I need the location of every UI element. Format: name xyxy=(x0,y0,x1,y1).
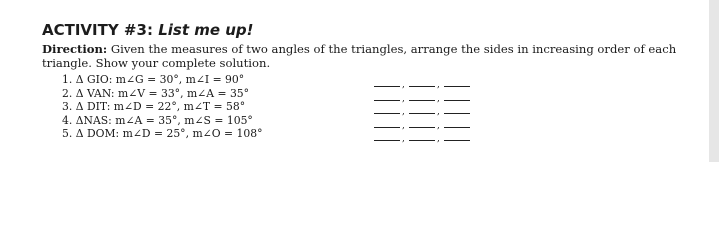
page-edge-shadow xyxy=(709,0,719,162)
answer-row-3 xyxy=(374,106,474,120)
triangle-item-5: 5. Δ DOM: m∠D = 25°, m∠O = 108° xyxy=(62,127,263,140)
comma-separator: , xyxy=(402,134,405,144)
answer-blank[interactable] xyxy=(374,113,400,114)
answer-row-2 xyxy=(374,93,474,107)
comma-separator: , xyxy=(437,134,440,144)
triangle-item-1: 1. Δ GIO: m∠G = 30°, m∠I = 90° xyxy=(62,73,245,86)
answer-blank[interactable] xyxy=(374,100,400,101)
answer-row-4 xyxy=(374,120,474,134)
comma-separator: , xyxy=(402,93,405,104)
activity-title: ACTIVITY #3: xyxy=(42,21,153,39)
comma-separator: , xyxy=(437,120,440,131)
comma-separator: , xyxy=(437,80,440,90)
triangle-item-3: 3. Δ DIT: m∠D = 22°, m∠T = 58° xyxy=(62,100,246,113)
answer-row-5 xyxy=(374,133,474,147)
answer-blank[interactable] xyxy=(374,86,400,87)
comma-separator: , xyxy=(437,93,440,104)
answer-blank[interactable] xyxy=(444,140,470,141)
direction-text: Given the measures of two angles of the triangles, arrange the sides in increasing order of each triangle. Show your complete solution. xyxy=(42,42,677,70)
answer-blank[interactable] xyxy=(444,86,470,87)
answer-blank[interactable] xyxy=(409,140,435,141)
triangle-item-2: 2. Δ VAN: m∠V = 33°, m∠A = 35° xyxy=(62,86,250,100)
triangle-item-4: 4. ΔNAS: m∠A = 35°, m∠S = 105° xyxy=(62,113,253,127)
comma-separator: , xyxy=(402,80,405,90)
answer-blanks xyxy=(374,79,474,147)
answer-blank[interactable] xyxy=(409,100,435,101)
answer-blank[interactable] xyxy=(409,113,435,114)
triangle-list xyxy=(62,73,263,141)
answer-blank[interactable] xyxy=(444,113,470,114)
activity-heading xyxy=(42,21,254,39)
answer-blank[interactable] xyxy=(409,86,435,87)
direction-label: Direction: xyxy=(42,42,108,56)
comma-separator: , xyxy=(402,107,405,117)
direction-paragraph xyxy=(42,42,692,70)
answer-blank[interactable] xyxy=(444,100,470,101)
activity-subtitle: List me up! xyxy=(158,21,254,39)
answer-blank[interactable] xyxy=(444,127,470,128)
answer-blank[interactable] xyxy=(374,127,400,128)
answer-blank[interactable] xyxy=(409,127,435,128)
comma-separator: , xyxy=(437,107,440,117)
comma-separator: , xyxy=(402,120,405,131)
answer-blank[interactable] xyxy=(374,140,400,141)
answer-row-1 xyxy=(374,79,474,93)
